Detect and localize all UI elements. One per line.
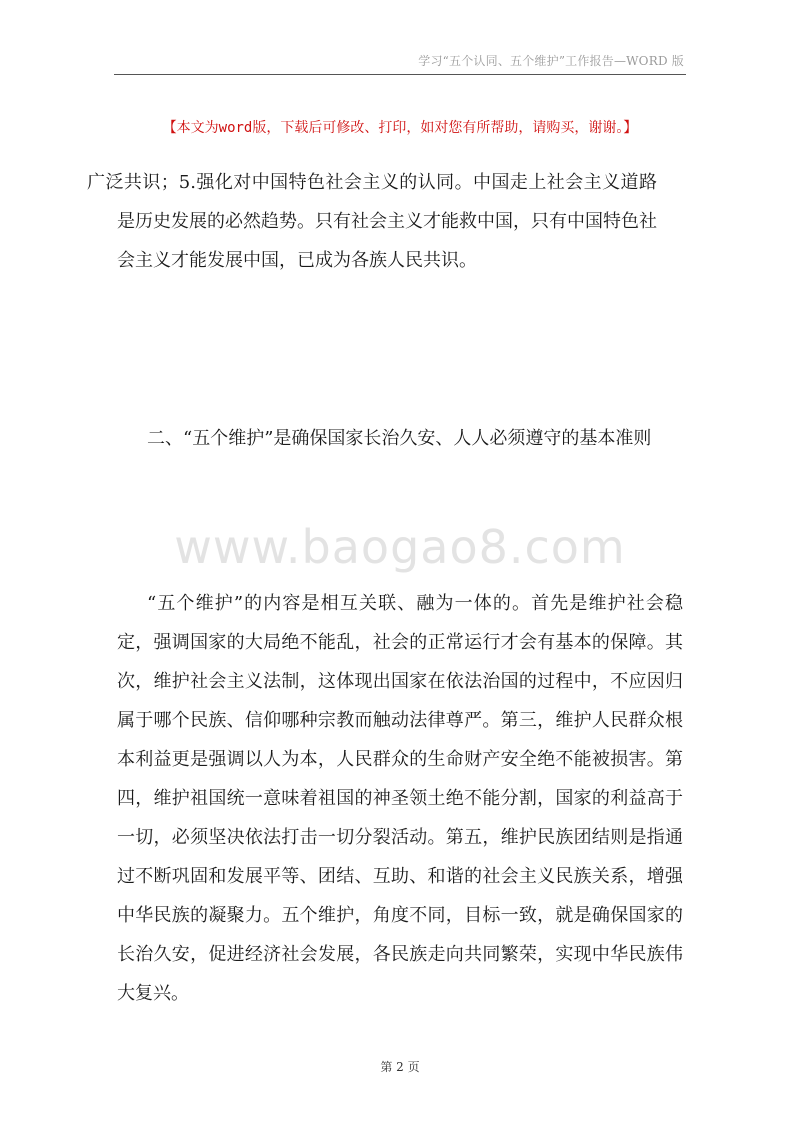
header-divider <box>114 74 686 75</box>
download-notice: 【本文为word版，下载后可修改、打印，如对您有所帮助，请购买，谢谢。】 <box>162 120 638 136</box>
watermark-text: www.baogao8.com <box>174 520 626 574</box>
section-heading: 二、“五个维护”是确保国家长治久安、人人必须遵守的基本准则 <box>147 428 652 449</box>
running-header: 学习“五个认同、五个维护”工作报告—WORD 版 <box>418 54 684 68</box>
page-number: 第 2 页 <box>380 1060 420 1074</box>
paragraph-continuation: 广泛共识；5.强化对中国特色社会主义的认同。中国走上社会主义道路是历史发展的必然趋势。只有社会主义才能救中国，只有中国特色社会主义才能发展中国，已成为各族人民共识。 <box>87 172 657 271</box>
paragraph-five-maintenances: “五个维护”的内容是相互关联、融为一体的。首先是维护社会稳定，强调国家的大局绝不能乱，社会的正常运行才会有基本的保障。其次，维护社会主义法制，这体现出国家在依法治国的过程中，不应因归属于哪个民族、信仰哪种宗教而触动法律尊严。第三，维护人民群众根本利益更是强调以人为本，人民群众的生命财产安全绝不能被损害。第四，维护祖国统一意味着祖国的神圣领土绝不能分割，国家的利益高于一切，必须坚决依法打击一切分裂活动。第五，维护民族团结则是指通过不断巩固和发展平等、团结、互助、和谐的社会主义民族关系，增强中华民族的凝聚力。五个维护，角度不同，目标一致，就是确保国家的长治久安，促进经济社会发展，各民族走向共同繁荣，实现中华民族伟大复兴。 <box>117 593 683 1004</box>
